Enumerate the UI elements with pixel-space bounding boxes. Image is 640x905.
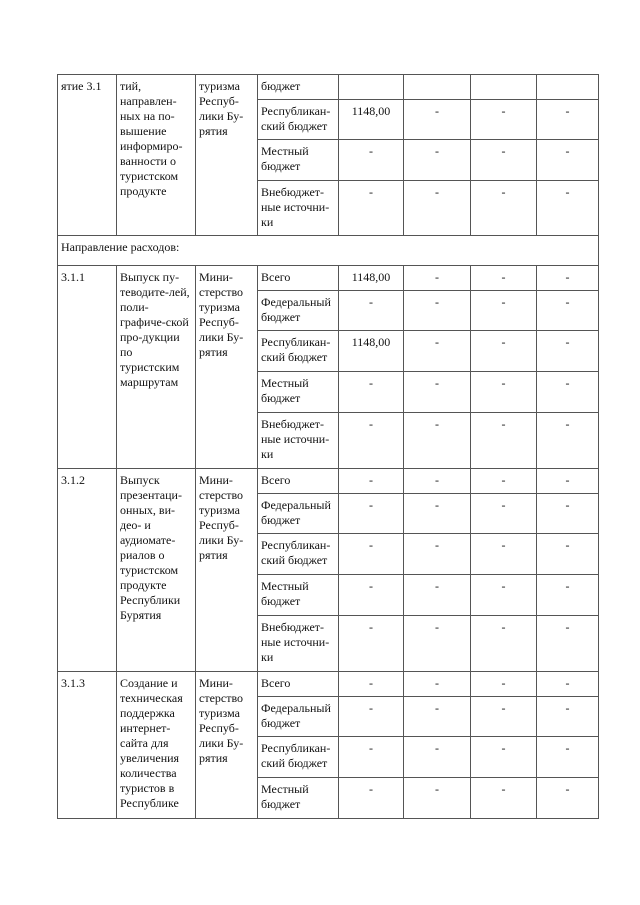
funding-value: 1148,00 xyxy=(339,331,404,372)
funding-value: - xyxy=(339,697,404,737)
funding-source: Местный бюджет xyxy=(258,575,339,616)
funding-value: - xyxy=(339,575,404,616)
funding-source: Местный бюджет xyxy=(258,778,339,819)
funding-value: - xyxy=(404,697,471,737)
funding-value: - xyxy=(537,616,599,672)
funding-source: Всего xyxy=(258,266,339,291)
funding-value: - xyxy=(471,266,537,291)
funding-value: - xyxy=(471,494,537,534)
funding-source: Всего xyxy=(258,469,339,494)
measure-code: ятие 3.1 xyxy=(58,75,117,236)
funding-source: Местный бюджет xyxy=(258,140,339,181)
measure-executor: Мини-стерство туризма Респуб-лики Бу-рятия xyxy=(196,672,258,819)
funding-value: - xyxy=(471,413,537,469)
funding-value: - xyxy=(537,372,599,413)
funding-value: - xyxy=(404,266,471,291)
funding-value: - xyxy=(339,616,404,672)
funding-value: - xyxy=(537,140,599,181)
funding-value: - xyxy=(339,672,404,697)
funding-value: - xyxy=(471,778,537,819)
direction-label: Направление расходов: xyxy=(58,236,599,266)
funding-source: Республикан-ский бюджет xyxy=(258,331,339,372)
funding-value: - xyxy=(537,737,599,778)
funding-value: - xyxy=(471,291,537,331)
funding-source: Всего xyxy=(258,672,339,697)
measure-name: Выпуск пу-теводите-лей, поли-графиче-ской про-дукции по туристским маршрутам xyxy=(117,266,196,469)
funding-value: - xyxy=(339,737,404,778)
funding-value: - xyxy=(471,372,537,413)
funding-value xyxy=(537,75,599,100)
funding-value: - xyxy=(537,534,599,575)
funding-value: - xyxy=(471,534,537,575)
funding-value: - xyxy=(404,494,471,534)
funding-value: - xyxy=(339,413,404,469)
measure-name: тий, направлен-ных на по-вышение информиро-ванности о туристском продукте xyxy=(117,75,196,236)
funding-value: - xyxy=(537,266,599,291)
measure-code: 3.1.3 xyxy=(58,672,117,819)
funding-value: - xyxy=(404,140,471,181)
funding-value: - xyxy=(537,291,599,331)
funding-value: - xyxy=(404,672,471,697)
funding-value: - xyxy=(537,697,599,737)
measure-executor: туризма Респуб-лики Бу-рятия xyxy=(196,75,258,236)
funding-value: - xyxy=(471,575,537,616)
funding-value: - xyxy=(471,140,537,181)
budget-table xyxy=(57,74,599,819)
funding-value: - xyxy=(339,778,404,819)
funding-value: - xyxy=(339,534,404,575)
funding-value: - xyxy=(537,778,599,819)
funding-value: - xyxy=(537,100,599,140)
funding-value: - xyxy=(404,778,471,819)
funding-source: бюджет xyxy=(258,75,339,100)
funding-value: - xyxy=(404,181,471,236)
table-row xyxy=(58,672,599,697)
funding-value: - xyxy=(404,575,471,616)
funding-value: - xyxy=(471,100,537,140)
funding-value: - xyxy=(339,181,404,236)
measure-name: Выпуск презентаци-онных, ви-део- и аудиомате-риалов о туристском продукте Республики Бурятия xyxy=(117,469,196,672)
funding-value: - xyxy=(537,494,599,534)
measure-code: 3.1.1 xyxy=(58,266,117,469)
funding-value: - xyxy=(404,534,471,575)
funding-value: - xyxy=(471,697,537,737)
funding-source: Федеральный бюджет xyxy=(258,291,339,331)
funding-value: - xyxy=(404,100,471,140)
table-row xyxy=(58,469,599,494)
funding-source: Республикан-ский бюджет xyxy=(258,534,339,575)
funding-value: - xyxy=(471,469,537,494)
funding-source: Внебюджет-ные источни-ки xyxy=(258,616,339,672)
funding-source: Федеральный бюджет xyxy=(258,494,339,534)
direction-row xyxy=(58,236,599,266)
funding-value: - xyxy=(471,181,537,236)
funding-value: - xyxy=(471,331,537,372)
funding-value: - xyxy=(404,737,471,778)
funding-value: - xyxy=(537,672,599,697)
funding-value: - xyxy=(404,469,471,494)
funding-value: - xyxy=(404,616,471,672)
funding-value: - xyxy=(339,372,404,413)
table-row xyxy=(58,266,599,291)
funding-value: - xyxy=(404,413,471,469)
funding-source: Внебюджет-ные источни-ки xyxy=(258,181,339,236)
funding-value: - xyxy=(404,372,471,413)
funding-value xyxy=(404,75,471,100)
funding-source: Республикан-ский бюджет xyxy=(258,737,339,778)
funding-value xyxy=(471,75,537,100)
measure-name: Создание и техническая поддержка интернет-сайта для увеличения количества туристов в Республике xyxy=(117,672,196,819)
funding-value: - xyxy=(537,575,599,616)
funding-source: Федеральный бюджет xyxy=(258,697,339,737)
funding-value: - xyxy=(471,737,537,778)
measure-code: 3.1.2 xyxy=(58,469,117,672)
funding-value: - xyxy=(537,413,599,469)
funding-value: - xyxy=(339,291,404,331)
funding-value: - xyxy=(404,331,471,372)
funding-value xyxy=(339,75,404,100)
funding-source: Местный бюджет xyxy=(258,372,339,413)
funding-source: Республикан-ский бюджет xyxy=(258,100,339,140)
funding-value: 1148,00 xyxy=(339,266,404,291)
budget-table-body xyxy=(58,75,599,819)
funding-value: - xyxy=(471,616,537,672)
funding-value: - xyxy=(537,181,599,236)
table-row xyxy=(58,75,599,100)
funding-value: - xyxy=(339,140,404,181)
funding-value: - xyxy=(537,331,599,372)
funding-value: - xyxy=(404,291,471,331)
funding-value: - xyxy=(537,469,599,494)
funding-value: - xyxy=(339,494,404,534)
funding-value: 1148,00 xyxy=(339,100,404,140)
funding-value: - xyxy=(471,672,537,697)
measure-executor: Мини-стерство туризма Респуб-лики Бу-рятия xyxy=(196,469,258,672)
measure-executor: Мини-стерство туризма Респуб-лики Бу-рятия xyxy=(196,266,258,469)
funding-source: Внебюджет-ные источни-ки xyxy=(258,413,339,469)
funding-value: - xyxy=(339,469,404,494)
